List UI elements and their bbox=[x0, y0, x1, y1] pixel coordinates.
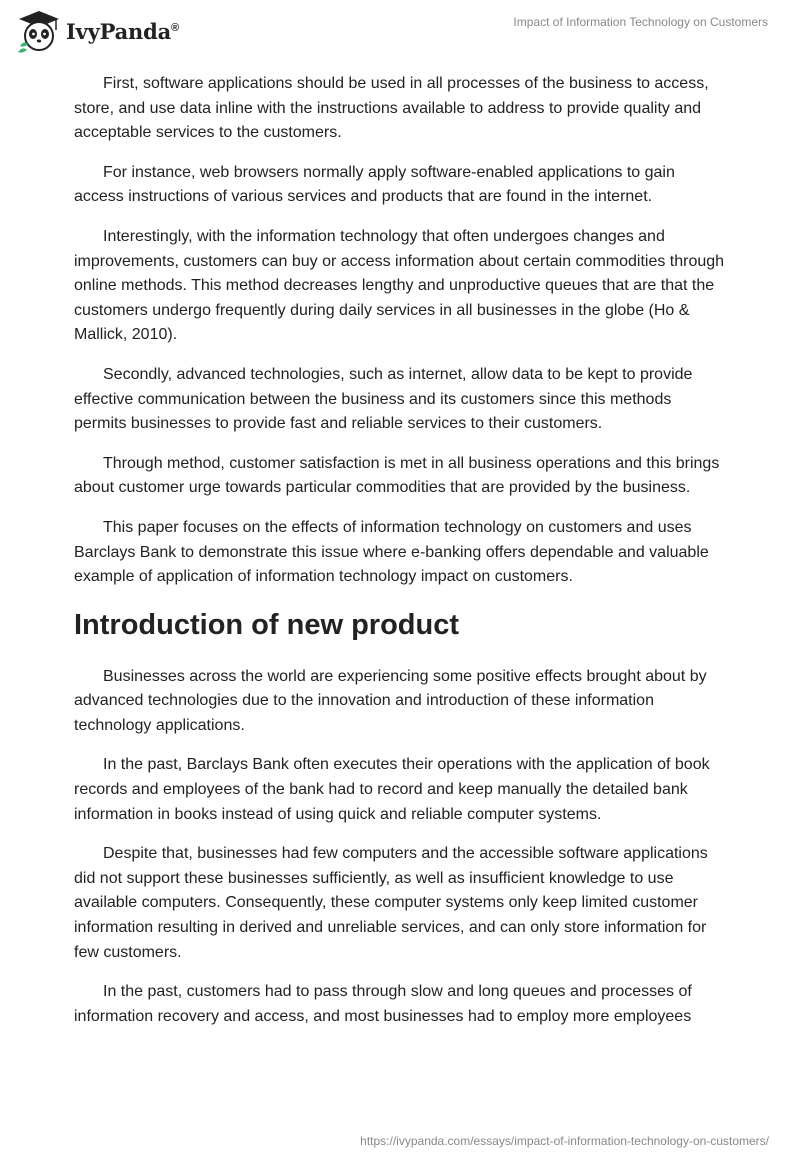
paragraph: Secondly, advanced technologies, such as internet, allow data to be kept to provide effective communication between the business and its customers since this methods permits businesses to provide fast and reliable services to their customers. bbox=[74, 365, 693, 433]
source-url[interactable]: https://ivypanda.com/essays/impact-of-information-technology-on-customers/ bbox=[360, 1134, 769, 1148]
document-title: Impact of Information Technology on Customers bbox=[513, 15, 768, 29]
ivypanda-logo[interactable] bbox=[16, 8, 179, 54]
paragraph: In the past, Barclays Bank often executes their operations with the application of book records and employees of the bank had to record and keep manually the detailed bank information in books instead of using quick and reliable computer systems. bbox=[74, 756, 710, 823]
paragraph: Interestingly, with the information technology that often undergoes changes and improvements, customers can buy or access information about certain commodities through online methods. This method decreases lengthy and unproductive queues that are that the customers undergo frequently during daily services in all businesses in the globe (Ho & Mallick, 2010). bbox=[74, 227, 725, 344]
panda-graduate-icon bbox=[16, 8, 62, 54]
paragraph: Through method, customer satisfaction is met in all business operations and this brings about customer urge towards particular commodities that are provided by the business. bbox=[74, 454, 720, 497]
paragraph: For instance, web browsers normally apply software-enabled applications to gain access instructions of various services and products that are found in the internet. bbox=[74, 163, 675, 206]
paragraph: This paper focuses on the effects of information technology on customers and uses Barclays Bank to demonstrate this issue where e-banking offers dependable and valuable example of application of information technology impact on customers. bbox=[74, 518, 709, 586]
paragraph: Businesses across the world are experiencing some positive effects brought about by advanced technologies due to the innovation and introduction of these information technology applications. bbox=[74, 667, 707, 734]
paragraph: Despite that, businesses had few computers and the accessible software applications did not support these businesses sufficiently, as well as insufficient knowledge to use available computers. Consequently, these computer systems only keep limited customer information resulting in derived and unreliable services, and can only store information for few customers. bbox=[74, 845, 708, 961]
brand-name: IvyPanda® bbox=[66, 18, 179, 44]
paragraph: In the past, customers had to pass through slow and long queues and processes of information recovery and access, and most businesses had to employ more employees bbox=[74, 983, 692, 1025]
section-heading: Introduction of new product bbox=[74, 608, 460, 641]
essay-content bbox=[74, 72, 726, 1044]
paragraph: First, software applications should be used in all processes of the business to access, store, and use data inline with the instructions available to address to provide quality and acceptable services to the customers. bbox=[74, 75, 709, 142]
page-header bbox=[0, 0, 800, 70]
